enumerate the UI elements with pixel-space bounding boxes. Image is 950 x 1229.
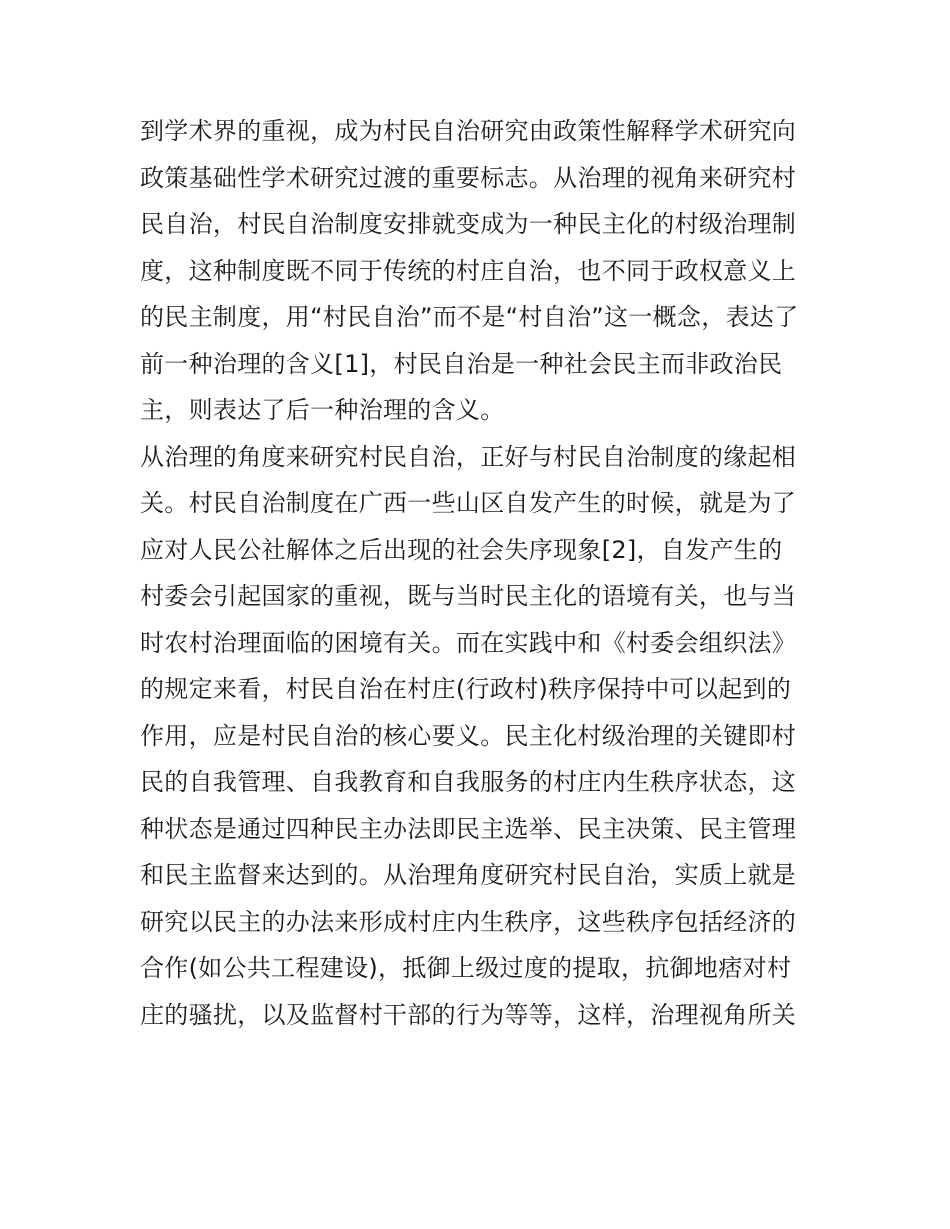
text-line: 的规定来看，村民自治在村庄(行政村)秩序保持中可以起到的 <box>140 675 792 703</box>
text-line: 研究以民主的办法来形成村庄内生秩序，这些秩序包括经济的 <box>140 907 797 936</box>
text-line: 关。村民自治制度在广西一些山区自发产生的时候，就是为了 <box>140 489 797 517</box>
text-line: 民的自我管理、自我教育和自我服务的村庄内生秩序状态，这 <box>140 768 797 796</box>
text-line: 的民主制度，用“村民自治”而不是“村自治”这一概念，表达了 <box>140 303 799 331</box>
text-line: 种状态是通过四种民主办法即民主选举、民主决策、民主管理 <box>140 814 797 843</box>
text-line: 从治理的角度来研究村民自治，正好与村民自治制度的缘起相 <box>140 442 797 471</box>
text-line: 作用，应是村民自治的核心要义。民主化村级治理的关键即村 <box>140 721 797 750</box>
text-line: 时农村治理面临的困境有关。而在实践中和《村委会组织法》 <box>140 628 797 657</box>
text-line: 民自治，村民自治制度安排就变成为一种民主化的村级治理制 <box>140 210 797 238</box>
text-line: 政策基础性学术研究过渡的重要标志。从治理的视角来研究村 <box>140 163 797 192</box>
text-line: 到学术界的重视，成为村民自治研究由政策性解释学术研究向 <box>140 117 797 145</box>
text-line: 村委会引起国家的重视，既与当时民主化的语境有关，也与当 <box>140 582 797 610</box>
text-line: 主，则表达了后一种治理的含义。 <box>140 396 505 424</box>
text-line: 前一种治理的含义[1]，村民自治是一种社会民主而非政治民 <box>140 349 783 378</box>
text-line: 合作(如公共工程建设)，抵御上级过度的提取，抗御地痞对村 <box>140 954 792 982</box>
text-line: 和民主监督来达到的。从治理角度研究村民自治，实质上就是 <box>140 861 797 889</box>
body-text <box>140 108 820 1038</box>
text-line: 庄的骚扰，以及监督村干部的行为等等，这样，治理视角所关 <box>140 1000 797 1029</box>
text-line: 应对人民公社解体之后出现的社会失序现象[2]，自发产生的 <box>140 535 783 564</box>
text-line: 度，这种制度既不同于传统的村庄自治，也不同于政权意义上 <box>140 256 797 285</box>
